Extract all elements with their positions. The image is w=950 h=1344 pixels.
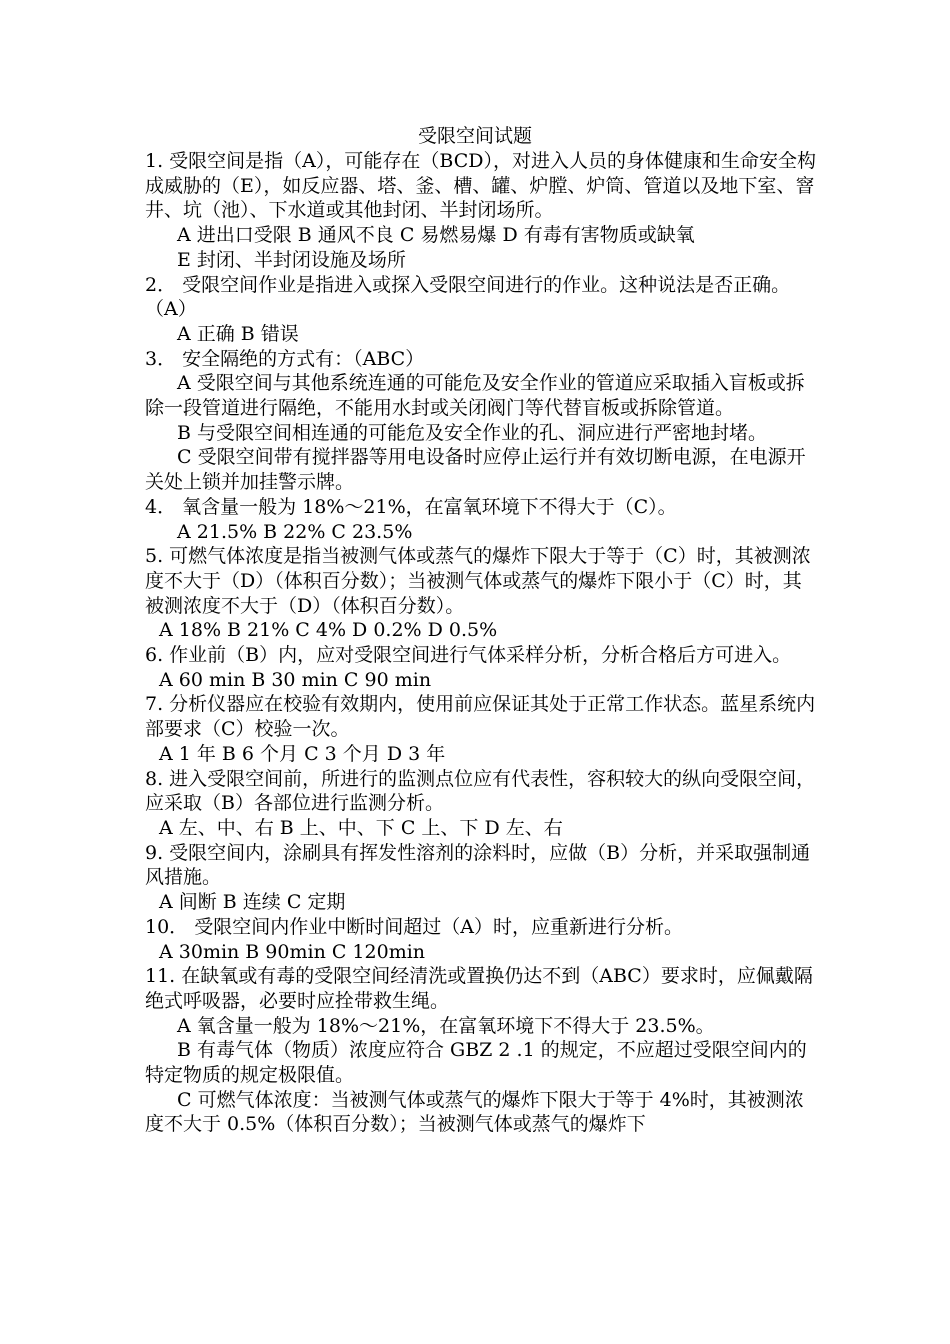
- answer-statement: A 氧含量一般为 18%～21%，在富氧环境下不得大于 23.5%。: [177, 1014, 715, 1037]
- question-text: 2． 受限空间作业是指进入或探入受限空间进行的作业。这种说法是否正确。（A）: [145, 273, 791, 321]
- question-text: 10． 受限空间内作业中断时间超过（A）时，应重新进行分析。: [145, 915, 683, 938]
- answer-options: A 左、中、右 B 上、中、下 C 上、下 D 左、右: [159, 816, 563, 839]
- answer-statement: C 受限空间带有搅拌器等用电设备时应停止运行并有效切断电源，在电源开关处上锁并加挂警示牌。: [145, 446, 806, 494]
- answer-options: A 间断 B 连续 C 定期: [159, 891, 346, 914]
- question-text: 1. 受限空间是指（A），可能存在（BCD），对进入人员的身体健康和生命安全构成威胁的（E），如反应器、塔、釜、槽、罐、炉膛、炉筒、管道以及地下室、窨井、坑（池）、下水道或其他封闭、半封闭场所。: [145, 150, 816, 222]
- answer-statement: B 有毒气体（物质）浓度应符合 GBZ 2 .1 的规定，不应超过受限空间内的特定物质的规定极限值。: [145, 1039, 807, 1087]
- question-text: 6. 作业前（B）内，应对受限空间进行气体采样分析，分析合格后方可进入。: [145, 644, 792, 667]
- answer-options: A 18% B 21% C 4% D 0.2% D 0.5%: [159, 619, 498, 642]
- answer-statement: B 与受限空间相连通的可能危及安全作业的孔、洞应进行严密地封堵。: [177, 421, 768, 444]
- document-body: [145, 149, 817, 1137]
- answer-options: E 封闭、半封闭设施及场所: [177, 248, 406, 271]
- question-text: 8. 进入受限空间前，所进行的监测点位应有代表性，容积较大的纵向受限空间，应采取（B）各部位进行监测分析。: [145, 767, 816, 815]
- answer-options: A 进出口受限 B 通风不良 C 易燃易爆 D 有毒有害物质或缺氧: [177, 224, 695, 247]
- question-text: 3． 安全隔绝的方式有：（ABC）: [145, 347, 425, 370]
- answer-options: A 正确 B 错误: [177, 322, 299, 345]
- answer-statement: A 受限空间与其他系统连通的可能危及安全作业的管道应采取插入盲板或拆除一段管道进行隔绝，不能用水封或关闭阀门等代替盲板或拆除管道。: [145, 372, 805, 420]
- answer-options: A 60 min B 30 min C 90 min: [159, 668, 432, 691]
- answer-statement: C 可燃气体浓度：当被测气体或蒸气的爆炸下限大于等于 4%时，其被测浓度不大于 0.5%（体积百分数）；当被测气体或蒸气的爆炸下: [145, 1088, 804, 1136]
- question-text: 4． 氧含量一般为 18%～21%，在富氧环境下不得大于（C）。: [145, 495, 677, 518]
- answer-options: A 21.5% B 22% C 23.5%: [177, 520, 413, 543]
- answer-options: A 30min B 90min C 120min: [159, 940, 426, 963]
- question-text: 9. 受限空间内，涂刷具有挥发性溶剂的涂料时，应做（B）分析，并采取强制通风措施。: [145, 841, 811, 889]
- question-text: 11. 在缺氧或有毒的受限空间经清洗或置换仍达不到（ABC）要求时，应佩戴隔绝式呼吸器，必要时应拴带救生绳。: [145, 965, 813, 1012]
- document-title: 受限空间试题: [417, 125, 532, 147]
- question-text: 5. 可燃气体浓度是指当被测气体或蒸气的爆炸下限大于等于（C）时，其被测浓度不大于（D）（体积百分数）；当被测气体或蒸气的爆炸下限小于（C）时，其被测浓度不大于（D）（体积百分数）。: [145, 545, 811, 617]
- answer-options: A 1 年 B 6 个月 C 3 个月 D 3 年: [159, 742, 446, 765]
- question-text: 7. 分析仪器应在校验有效期内，使用前应保证其处于正常工作状态。蓝星系统内部要求（C）校验一次。: [145, 693, 816, 741]
